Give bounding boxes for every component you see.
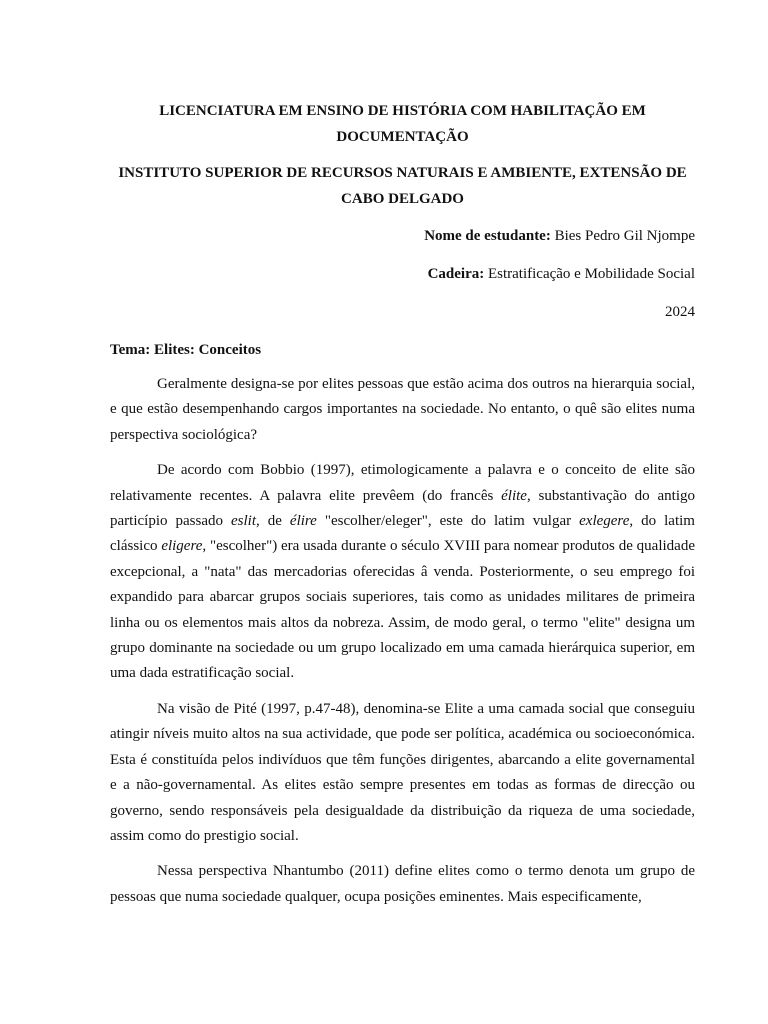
paragraph-2-text-f: , "escolher") era usada durante o século XVIII para nomear produtos de qualidade excepcional, a "nata" das mercadorias oferecidas â venda. Posteriormente, o seu emprego foi expandido para abarcar grupos sociais superiores, tais como as unidades militares de primeira linha ou os elementos mais altos da nobreza. Assim, de modo geral, o termo "elite" designa um grupo dominante na sociedade ou um grupo localizado em uma camada hierárquica superior, em uma dada estratificação social. <box>110 538 695 682</box>
student-name-line <box>110 226 695 246</box>
paragraph-2-italic-eligere: eligere <box>161 538 203 555</box>
subject-line <box>110 264 695 284</box>
paragraph-2-text-e: , do latim clássico <box>110 513 695 555</box>
paragraph-2-text-b: , substantivação do antigo particípio passado <box>110 487 695 530</box>
paragraph-2-italic-eslit: eslit <box>230 513 256 530</box>
paragraph-2-text-a: De acordo com Bobbio (1997), etimologicamente a palavra e o conceito de elite são relativamente recentes. A palavra elite prevêem (do francês <box>110 462 695 504</box>
subject-value: Estratificação e Mobilidade Social <box>484 266 695 282</box>
paragraph-2-text-d: "escolher/eleger", este do latim vulgar <box>316 513 580 530</box>
paragraph-3: Na visão de Pité (1997, p.47-48), denomina-se Elite a uma camada social que conseguiu atingir níveis muito altos na sua actividade, que pode ser política, académica ou socioeconómica. Esta é constituída pelos indivíduos que têm funções dirigentes, abarcando a elite governamental e a não-governamental. As elites estão sempre presentes em todas as formas de direcção ou governo, sendo responsáveis pela desigualdade da distribuição da riqueza de uma sociedade, assim como do prestigio social. <box>110 700 695 844</box>
topic-title: Tema: Elites: Conceitos <box>110 342 262 358</box>
student-name-value: Bies Pedro Gil Njompe <box>550 228 695 244</box>
course-heading: LICENCIATURA EM ENSINO DE HISTÓRIA COM HABILITAÇÃO EM DOCUMENTAÇÃO <box>159 103 646 145</box>
subject-label: Cadeira: <box>427 266 485 282</box>
paragraph-2-text-c: , de <box>255 513 290 530</box>
paragraph-1: Geralmente designa-se por elites pessoas que estão acima dos outros na hierarquia social, e que estão desempenhando cargos importantes na sociedade. No entanto, o quê são elites numa perspectiva sociológica? <box>110 376 695 443</box>
year-line: 2024 <box>665 304 695 320</box>
institute-heading: INSTITUTO SUPERIOR DE RECURSOS NATURAIS E AMBIENTE, EXTENSÃO DE CABO DELGADO <box>118 165 687 207</box>
paragraph-2-italic-elire: élire <box>289 513 317 530</box>
paragraph-2-italic-exlegere: exlegere <box>579 513 630 530</box>
paragraph-4: Nessa perspectiva Nhantumbo (2011) define elites como o termo denota um grupo de pessoas que numa sociedade qualquer, ocupa posições eminentes. Mais especificamente, <box>110 863 695 905</box>
paragraph-2 <box>110 458 695 687</box>
student-name-label: Nome de estudante: <box>424 228 551 244</box>
paragraph-2-italic-elite: élite <box>501 487 527 504</box>
